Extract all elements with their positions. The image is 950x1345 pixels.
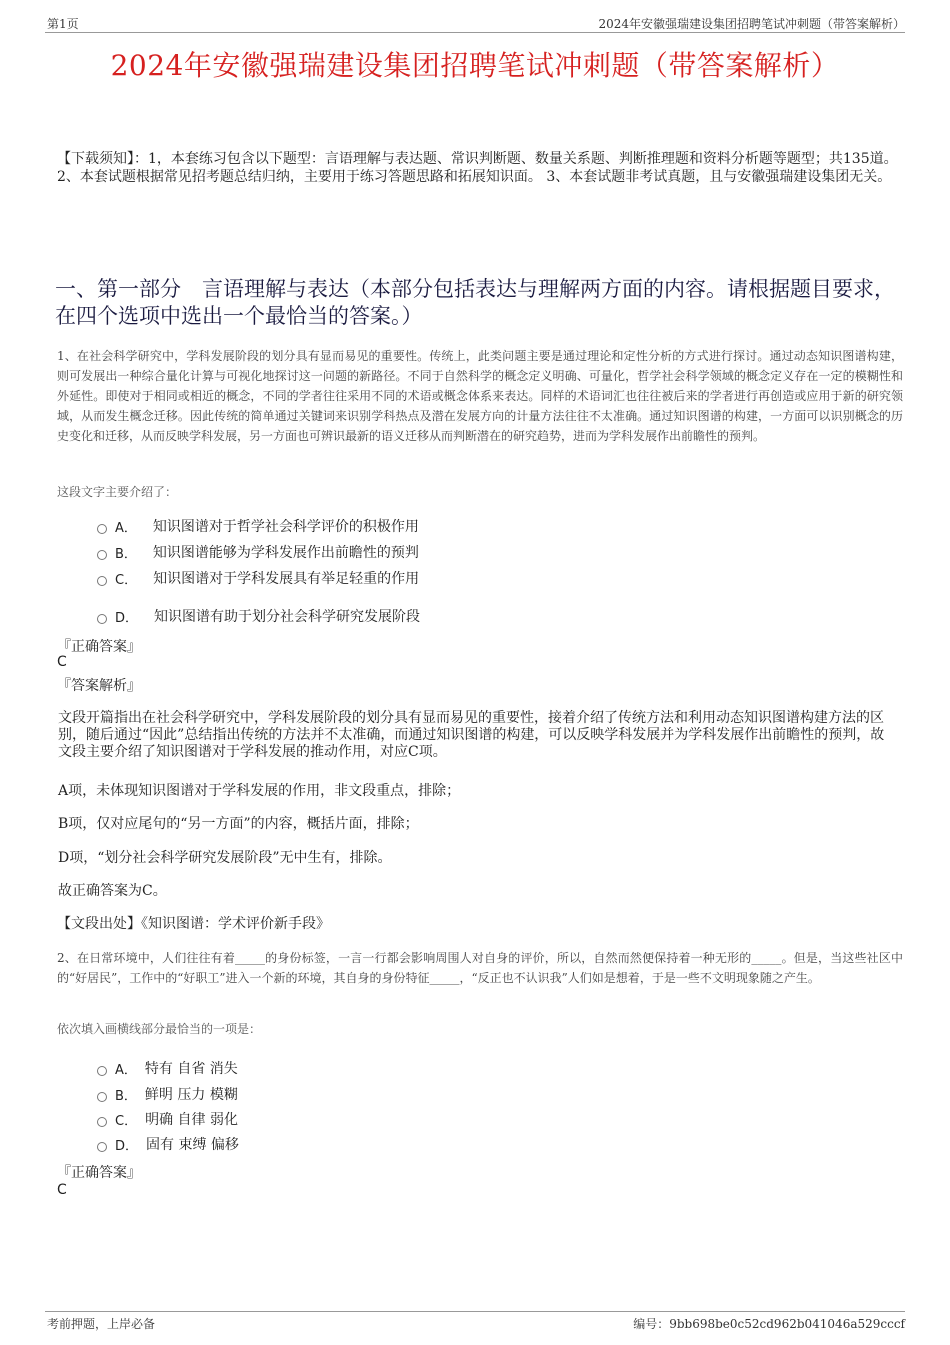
- option-text: 固有 束缚 偏移: [146, 1137, 239, 1153]
- q2-option-d[interactable]: [97, 1134, 239, 1154]
- q1-option-a[interactable]: [97, 516, 419, 536]
- q1-analysis-a: A项，未体现知识图谱对于学科发展的作用，非文段重点，排除；: [58, 783, 461, 799]
- q1-option-d[interactable]: [97, 606, 420, 626]
- q1-passage: 1、在社会科学研究中，学科发展阶段的划分具有显而易见的重要性。传统上，此类问题主要是通过理论和定性分析的方式进行探讨。通过动态知识图谱构建，则可发展出一种综合量化计算与可视化地探讨这一问题的新路径。不同于自然科学的概念定义明确、可量化，哲学社会科学领域的概念定义存在一定的模糊性和外延性。即使对于相同或相近的概念，不同的学者往往采用不同的术语或概念体系来表达。同样的术语词汇也往往被后来的学者进行再创造或应用于新的研究领域，从而发生概念迁移。因此传统的简单通过关键词来识别学科热点及潜在发展方向的计量方法往往不太准确。通过知识图谱的构建，一方面可以识别概念的历史变化和迁移，从而反映学科发展，另一方面也可辨识最新的语义迁移从而判断潜在的研究趋势，进而为学科发展作出前瞻性的预判。: [57, 349, 903, 443]
- q1-analysis-b: B项，仅对应尾句的“另一方面”的内容，概括片面，排除；: [58, 816, 419, 832]
- radio-icon[interactable]: [97, 1142, 107, 1152]
- radio-icon[interactable]: [97, 550, 107, 560]
- header-doc-title: 2024年安徽强瑞建设集团招聘笔试冲刺题（带答案解析）: [598, 17, 905, 31]
- radio-icon[interactable]: [97, 1092, 107, 1102]
- option-text: 知识图谱对于学科发展具有举足轻重的作用: [153, 571, 420, 587]
- document-title: 2024年安徽强瑞建设集团招聘笔试冲刺题（带答案解析）: [110, 49, 840, 82]
- option-letter: D．: [115, 610, 139, 626]
- option-letter: D．: [115, 1138, 139, 1154]
- q2-passage: 2、在日常环境中，人们往往有着_____的身份标签，一言一行都会影响周围人对自身的评价，所以，自然而然便保持着一种无形的_____。但是，当这些社区中的“好居民”，工作中的“好职工”进入一个新的环境，其自身的身份特征_____，“反正也不认识我”人们如是想着，于是一些不文明现象随之产生。: [57, 951, 903, 985]
- q1-option-c[interactable]: [97, 568, 419, 588]
- q2-option-a[interactable]: [97, 1058, 238, 1078]
- radio-icon[interactable]: [97, 1117, 107, 1127]
- footer-doc-id: 编号：9bb698be0c52cd962b041046a529cccf: [633, 1317, 905, 1331]
- q2-answer-label: 『正确答案』: [57, 1165, 141, 1181]
- q2-stem: 依次填入画横线部分最恰当的一项是：: [57, 1022, 262, 1036]
- q1-answer-label: 『正确答案』: [57, 639, 141, 655]
- q1-analysis: 文段开篇指出在社会科学研究中，学科发展阶段的划分具有显而易见的重要性，接着介绍了传统方法和利用动态知识图谱构建方法的区别，随后通过“因此”总结指出传统的方法并不太准确，而通过知识图谱的构建，可以反映学科发展并为学科发展作出前瞻性的预判，故文段主要介绍了知识图谱对于学科发展的推动作用，对应C项。: [58, 710, 885, 760]
- header-divider: [45, 32, 905, 33]
- option-letter: A．: [115, 1062, 137, 1078]
- footer-slogan: 考前押题，上岸必备: [47, 1317, 156, 1331]
- option-text: 特有 自省 消失: [144, 1061, 238, 1077]
- option-text: 鲜明 压力 模糊: [144, 1087, 238, 1103]
- radio-icon[interactable]: [97, 576, 107, 586]
- q1-stem: 这段文字主要介绍了：: [57, 485, 178, 499]
- q1-answer: C: [57, 654, 67, 670]
- section-title: 一、第一部分 言语理解与表达（本部分包括表达与理解两方面的内容。请根据题目要求，在四个选项中选出一个最恰当的答案。）: [55, 277, 895, 328]
- radio-icon[interactable]: [97, 524, 107, 534]
- q1-option-b[interactable]: [97, 542, 419, 562]
- option-letter: B．: [115, 1088, 137, 1104]
- option-text: 知识图谱能够为学科发展作出前瞻性的预判: [152, 545, 419, 561]
- download-notice: 【下载须知】：1，本套练习包含以下题型：言语理解与表达题、常识判断题、数量关系题、判断推理题和资料分析题等题型；共135道。 2、本套试题根据常见招考题总结归纳，主要用于练习答题思路和拓展知识面。 3、本套试题非考试真题，且与安徽强瑞建设集团无关。: [57, 151, 898, 185]
- q2-option-b[interactable]: [97, 1084, 238, 1104]
- q2-answer: C: [57, 1182, 67, 1198]
- radio-icon[interactable]: [97, 614, 107, 624]
- option-letter: A．: [115, 520, 137, 536]
- option-letter: C．: [115, 1113, 138, 1129]
- option-text: 明确 自律 弱化: [145, 1112, 238, 1128]
- page-number: 第1页: [47, 17, 79, 31]
- q1-source: 【文段出处】《知识图谱：学术评价新手段》: [57, 916, 330, 932]
- q1-analysis-d: D项，“划分社会科学研究发展阶段”无中生有，排除。: [58, 850, 392, 866]
- q1-conclusion: 故正确答案为C。: [58, 883, 167, 899]
- option-text: 知识图谱有助于划分社会科学研究发展阶段: [154, 609, 421, 625]
- radio-icon[interactable]: [97, 1066, 107, 1076]
- option-text: 知识图谱对于哲学社会科学评价的积极作用: [152, 519, 419, 535]
- q1-analysis-label: 『答案解析』: [57, 678, 141, 694]
- q2-option-c[interactable]: [97, 1109, 238, 1129]
- option-letter: C．: [115, 572, 138, 588]
- footer-divider: [45, 1311, 905, 1312]
- option-letter: B．: [115, 546, 137, 562]
